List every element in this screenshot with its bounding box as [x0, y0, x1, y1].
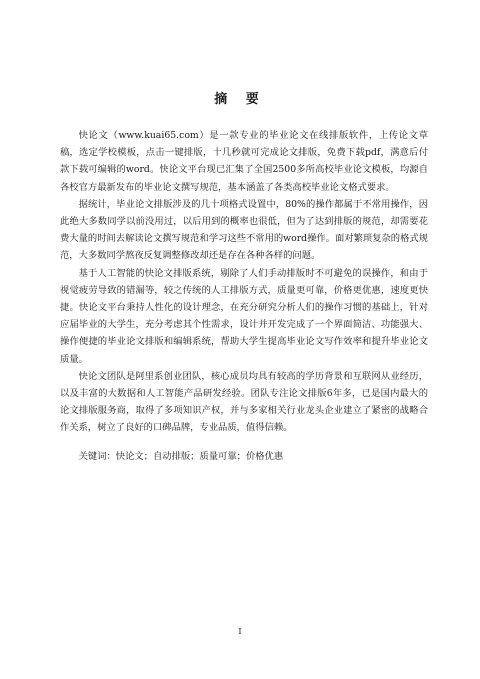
paragraph-team: 快论文团队是阿里系创业团队，核心成员均具有较高的学历背景和互联网从业经历，以及丰富的大数据和人工智能产品研发经验。团队专注论文排版6年多，已是国内最大的论文排版服务商，取得了多项知识产权，并与多家相关行业龙头企业建立了紧密的战略合作关系，树立了良好的口碑品牌，专业品质，值得信赖。	[60, 370, 428, 434]
paragraph-system: 基于人工智能的快论文排版系统，剔除了人们手动排版时不可避免的误操作，和由于视觉疲劳导致的错漏等，较之传统的人工排版方式，质量更可靠，价格更优惠，速度更快捷。快论文平台秉持人性化的设计理念，在充分研究分析人们的操作习惯的基础上，针对应届毕业的大学生，充分考虑其个性需求，设计并开发完成了一个界面简洁、功能强大、操作便捷的毕业论文排版和编辑系统，帮助大学生提高毕业论文写作效率和提升毕业论文质量。	[60, 267, 428, 365]
page-title: 摘 要	[214, 92, 266, 107]
paragraph-statistics: 据统计，毕业论文排版涉及的几十项格式设置中，80%的操作都属于不常用操作，因此绝大多数同学以前没用过，以后用到的概率也很低，但为了达到排版的规范，却需要花费大量的时间去解读论文撰写规范和学习这些不常用的word操作。面对繁琐复杂的格式规范，大多数同学熬夜反复调整修改却还是存在各种各样的问题。	[60, 198, 428, 262]
page-number: I	[238, 627, 242, 636]
keywords-line: 关键词：快论文；自动排版；质量可靠；价格优惠	[78, 450, 284, 462]
abstract-body	[60, 127, 428, 465]
paragraph-intro: 快论文（www.kuai65.com）是一款专业的毕业论文在线排版软件，上传论文草稿，选定学校模板，点击一键排版，十几秒就可完成论文排版，免费下载pdf，满意后付款下载可编辑的word。快论文平台现已汇集了全国2500多所高校毕业论文模板，均源自各校官方最新发布的毕业论文撰写规范，基本涵盖了各类高校毕业论文格式要求。	[60, 130, 428, 193]
